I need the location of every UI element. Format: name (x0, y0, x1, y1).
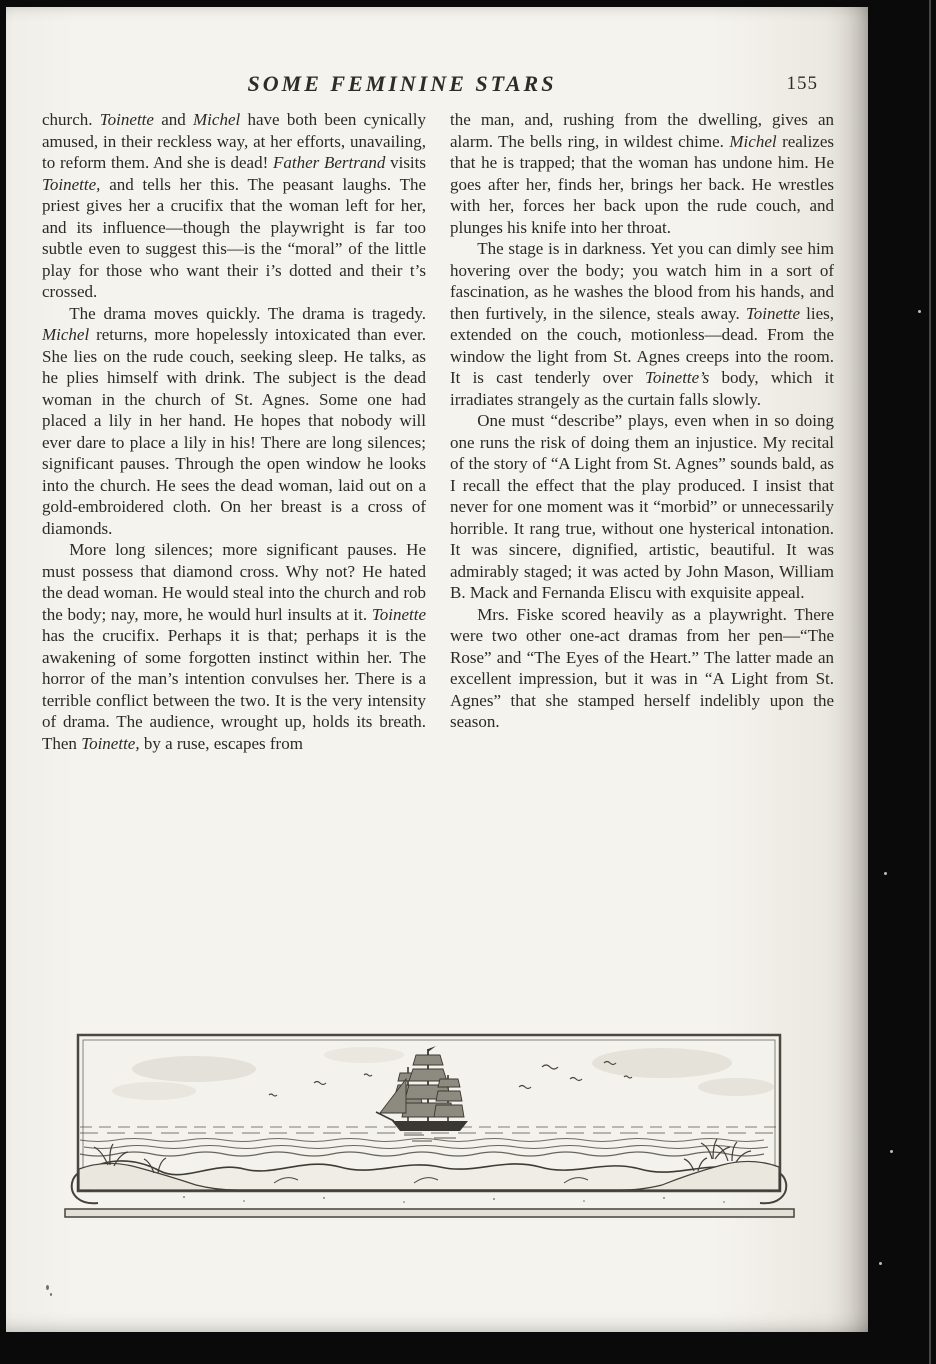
ink-speck (50, 1293, 52, 1296)
scan-speckle (884, 872, 887, 875)
frame-shelf (65, 1209, 794, 1217)
paragraph: One must “describe” plays, even when in so doing one runs the risk of doing them an injustice. My recital of the story of “A Light from St. Agnes” sounds bald, as I recall the effect that the play produced. I insist that never for one moment was it “morbid” or unnecessarily horrible. It rang true, without one hysterical intonation. It was sincere, dignified, artistic, beautiful. It was admirably staged; it was acted by John Mason, William B. Mack and Fernanda Eliscu with exquisite appeal. (450, 411, 834, 602)
column-left (42, 109, 426, 754)
seascape-svg (64, 1033, 796, 1225)
seascape-illustration (64, 1033, 796, 1225)
paragraph: The stage is in darkness. Yet you can dimly see him hovering over the body; you watch him in a sort of fascination, as he washes the blood from his hands, and then furtively, in the silence, steals away. Toinette lies, extended on the couch, motionless—dead. From the window the light from St. Agnes creeps into the room. It is cast tenderly over Toinette’s body, which it irradiates strangely as the curtain falls slowly. (450, 239, 834, 409)
text-columns (42, 109, 834, 754)
scan-speckle (879, 1262, 882, 1265)
paragraph: Mrs. Fiske scored heavily as a playwright. There were two other one-act dramas from her pen—“The Rose” and “The Eyes of the Heart.” The latter made an excellent impression, but it was in “A Light from St. Agnes” that she stamped herself indelibly upon the season. (450, 604, 834, 731)
scan-edge-line (929, 0, 931, 1364)
paragraph: church. Toinette and Michel have both been cynically amused, in their reckless way, at her efforts, unavailing, to reform them. And she is dead! Father Bertrand visits Toinette, and tells her this. The peasant laughs. The priest gives her a crucifix that the woman left for her, and its influence—though the playwright is far too subtle even to suggest this—is the “moral” of the little play for those who want their i’s dotted and their t’s crossed. (42, 110, 426, 301)
column-right (450, 109, 834, 754)
paragraph: the man, and, rushing from the dwelling, gives an alarm. The bells ring, in wildest chime. Michel realizes that he is trapped; that the woman has undone him. He goes after her, finds her, brings her back. He wrestles with her, forces her back upon the rude couch, and plunges his knife into her throat. (450, 110, 834, 237)
book-page (6, 7, 868, 1332)
paragraph: More long silences; more significant pauses. He must possess that diamond cross. Why not? He hated the dead woman. He would steal into the church and rob the body; nay, more, he would hurl insults at it. Toinette has the crucifix. Perhaps it is that; perhaps it is the awakening of some forgotten instinct within her. The horror of the man’s intention convulses her. There is a terrible conflict between the two. It is the very intensity of drama. The audience, wrought up, holds its breath. Then Toinette, by a ruse, escapes from (42, 540, 426, 753)
ship-hull (392, 1121, 468, 1131)
ink-speck (46, 1285, 49, 1290)
paragraph: The drama moves quickly. The drama is tragedy. Michel returns, more hopelessly intoxicated than ever. She lies on the rude couch, seeking sleep. He talks, as he plies himself with drink. The subject is the dead woman in the church of St. Agnes. Some one had placed a lily in her hand. He hopes that nobody will ever dare to place a lily in his! There are long silences; significant pauses. Through the open window he looks into the church. He sees the dead woman, laid out on a gold-embroidered cloth. On her breast is a cross of diamonds. (42, 303, 426, 538)
sand-specks (183, 1196, 725, 1203)
page-number: 155 (786, 73, 818, 94)
page-header (42, 71, 832, 105)
scan-speckle (890, 1150, 893, 1153)
scan-speckle (918, 310, 921, 313)
running-head: SOME FEMININE STARS (247, 71, 557, 96)
